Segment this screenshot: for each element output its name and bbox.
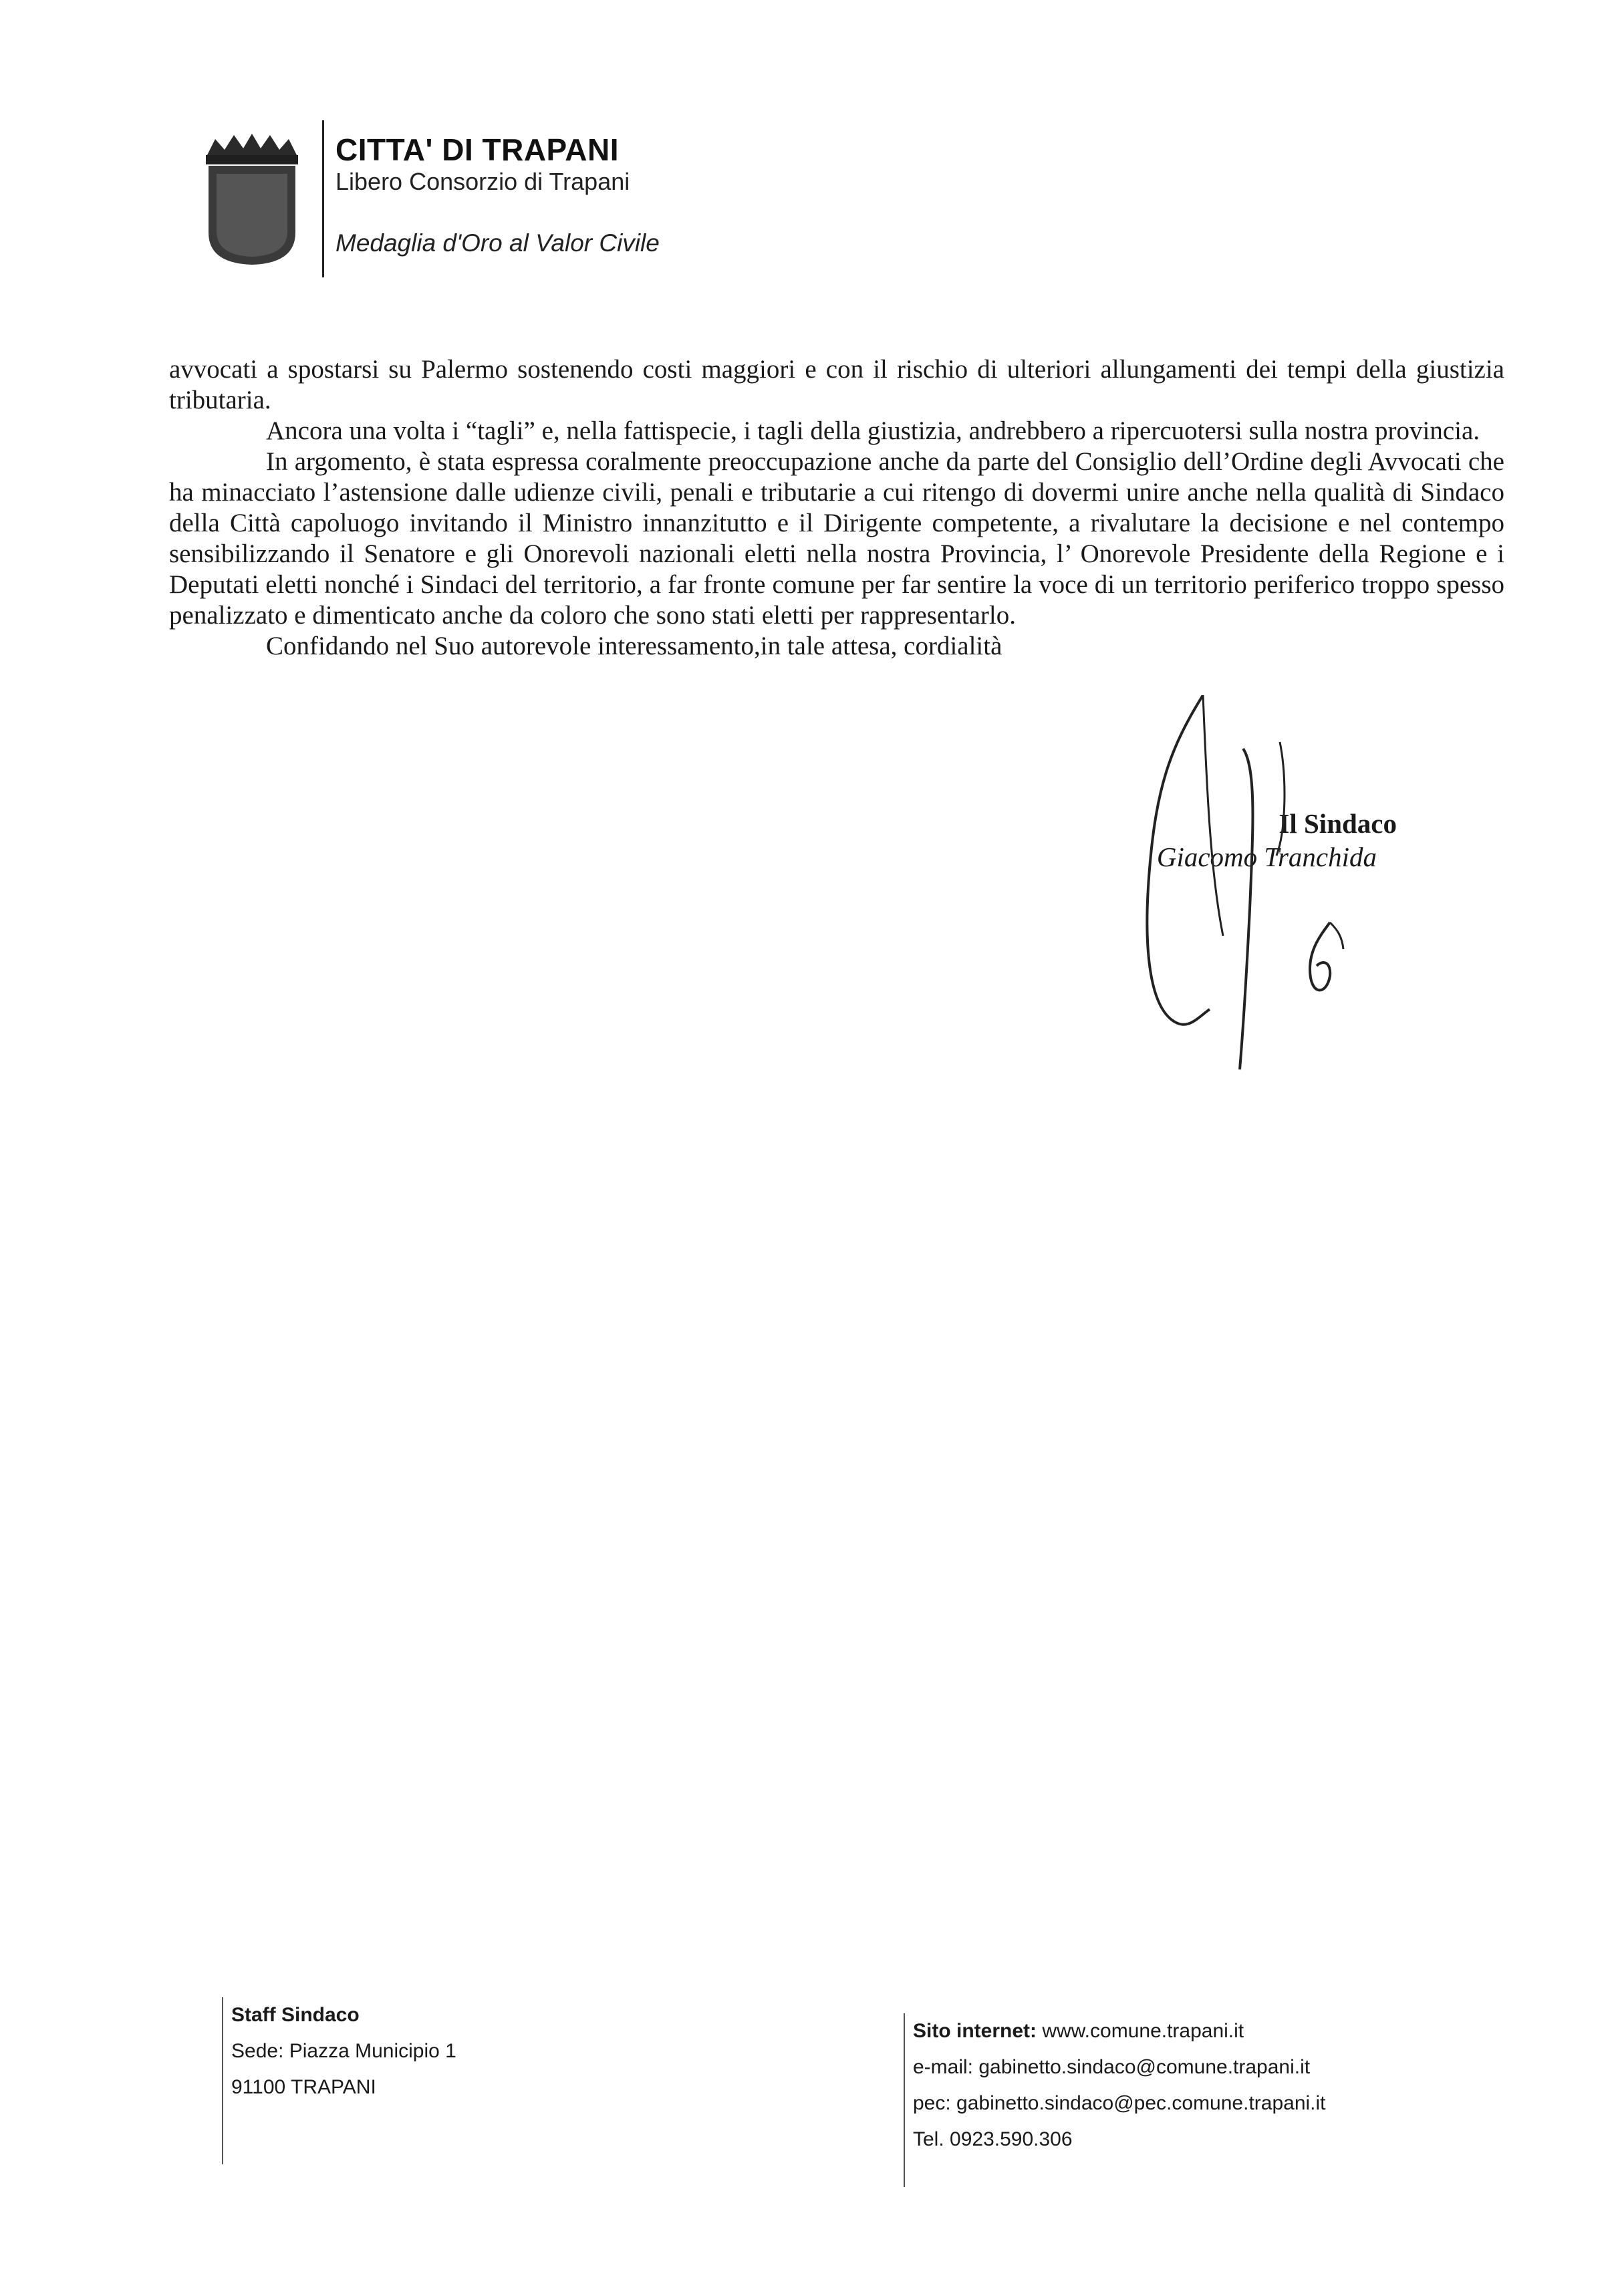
website-link[interactable]: www.comune.trapani.it [1042,2020,1244,2042]
paragraph: Confidando nel Suo autorevole interessamento,in tale attesa, cordialità [266,632,1002,660]
header-divider [322,120,324,277]
footer-contact-left [222,1997,456,2106]
header-text [336,132,660,258]
signatory-name: Giacomo Tranchida [1156,842,1377,872]
website-label: Sito internet: [913,2020,1037,2042]
signatory-title: Il Sindaco [1279,808,1397,839]
city-name: CITTA' DI TRAPANI [336,132,620,167]
footer-contact-right [904,2013,1326,2158]
paragraph: Ancora una volta i “tagli” e, nella fattispecie, i tagli della giustizia, andrebbero a ripercuotersi sulla nostra provincia. [266,416,1480,445]
paragraph: avvocati a spostarsi su Palermo sostenendo costi maggiori e con il rischio di ulteriori allungamenti dei tempi della giustizia tributaria. [169,355,1504,414]
footer-phone: Tel. 0923.590.306 [913,2128,1073,2150]
footer-office: Staff Sindaco [231,2004,360,2026]
footer-divider [904,2013,905,2187]
handwritten-signature [1023,695,1397,1083]
medal-line: Medaglia d'Oro al Valor Civile [336,229,660,257]
city-crest-icon [202,132,302,266]
letter-body [169,354,1504,662]
footer-email[interactable]: e-mail: gabinetto.sindaco@comune.trapani.it [913,2056,1311,2078]
consortium-name: Libero Consorzio di Trapani [336,168,630,195]
footer-pec[interactable]: pec: gabinetto.sindaco@pec.comune.trapani.it [913,2092,1326,2114]
footer-divider [222,1997,223,2164]
footer-website [913,2013,1326,2049]
paragraph: In argomento, è stata espressa coralmente preoccupazione anche da parte del Consiglio dell’Ordine degli Avvocati che ha minacciato l’astensione dalle udienze civili, penali e tributarie a cui ritengo di dovermi unire anche nella qualità di Sindaco della Città capoluogo invitando il Ministro innanzitutto e il Dirigente competente, a rivalutare la decisione e nel contempo sensibilizzando il Senatore e gli Onorevoli nazionali eletti nella nostra Provincia, l’ Onorevole Presidente della Regione e i Deputati eletti nonché i Sindaci del territorio, a far fronte comune per far sentire la voce di un territorio periferico troppo spesso penalizzato e dimenticato anche da coloro che sono stati eletti per rappresentarlo. [169,447,1504,630]
footer-city: 91100 TRAPANI [231,2076,376,2098]
letterhead [194,120,795,274]
signature-block [1023,695,1397,1083]
footer-address: Sede: Piazza Municipio 1 [231,2040,456,2062]
